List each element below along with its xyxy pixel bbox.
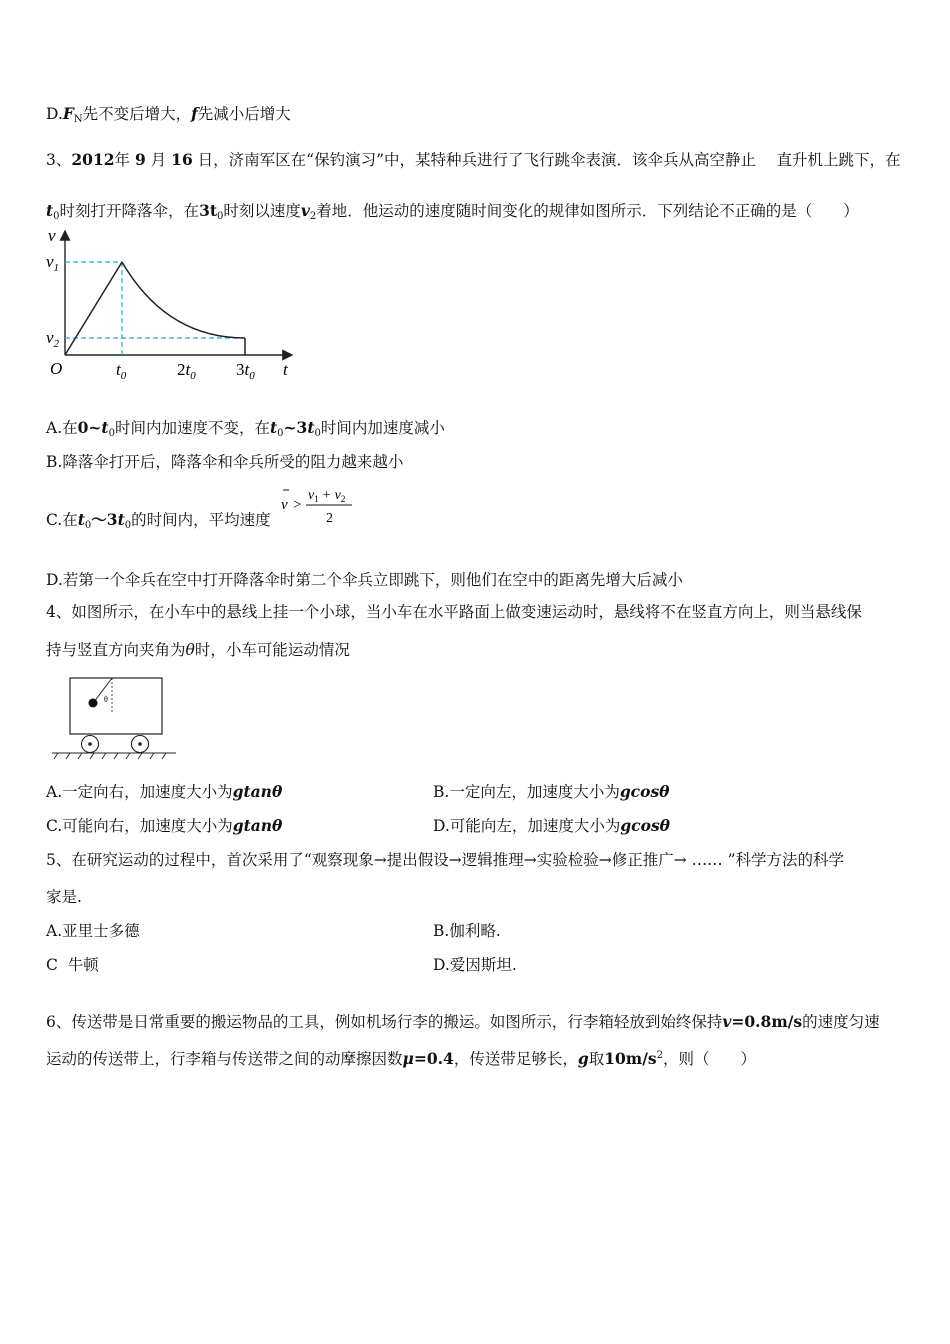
option-letter: A. <box>46 783 63 801</box>
formula: gcosθ <box>619 782 670 801</box>
option-letter: D. <box>433 956 450 974</box>
subscript: 0 <box>277 428 284 439</box>
x-tick-3t0: $3t_0$ <box>236 360 255 382</box>
t-symbol: t <box>46 201 54 220</box>
option-letter: B. <box>46 453 63 471</box>
t-symbol: t <box>101 418 109 437</box>
q3-stem-line2 <box>46 199 859 222</box>
day: 16 <box>171 150 193 169</box>
formula: gcosθ <box>620 816 671 835</box>
month: 9 <box>134 150 146 169</box>
option-letter: D. <box>46 105 63 123</box>
option-letter: A. <box>46 419 63 437</box>
text: 运动的传送带上，行李箱与传送带之间的动摩擦因数 <box>46 1050 403 1068</box>
theta-symbol: θ <box>185 641 195 659</box>
text: 年 <box>114 151 131 169</box>
text: 时间内加速度减小 <box>320 419 445 437</box>
v1-label: $v_1$ <box>46 252 60 274</box>
text: 取 <box>588 1050 605 1068</box>
theta-label: θ <box>104 695 108 704</box>
q5-option-d <box>433 953 517 975</box>
text: 5、在研究运动的过程中，首次采用了“观察现象→提出假设→逻辑推理→实验检验→修正推广→ …… ”科学方法的科学 <box>46 851 845 869</box>
subscript: 0 <box>314 428 321 439</box>
option-text: 可能向右，加速度大小为 <box>62 817 233 835</box>
q3-option-a <box>46 416 445 439</box>
option-letter: B. <box>433 922 450 940</box>
x-tick-2t0: $2t_0$ <box>177 360 196 382</box>
ground-hatching <box>54 753 166 759</box>
q3-option-c <box>46 508 271 531</box>
string <box>94 678 112 702</box>
option-text: 先不变后增大， <box>82 105 192 123</box>
value: =0.8m/s <box>731 1012 803 1031</box>
text: 在 <box>62 511 78 529</box>
denominator: 2 <box>326 511 333 526</box>
formula: gtanθ <box>232 816 283 835</box>
ball <box>89 699 98 708</box>
accel-segment <box>65 262 122 355</box>
option-text: 爱因斯坦. <box>449 956 517 974</box>
formula: gtanθ <box>232 782 283 801</box>
option-letter: C <box>46 956 58 974</box>
g-symbol: g <box>577 1049 589 1068</box>
option-text: 先减小后增大 <box>197 105 291 123</box>
option-letter: C. <box>46 511 63 529</box>
q4-option-d <box>433 814 670 836</box>
subscript: 0 <box>124 520 132 531</box>
fn-symbol: F <box>62 104 74 123</box>
option-text: 牛顿 <box>67 956 99 974</box>
average-velocity-formula <box>276 484 366 530</box>
option-letter: C. <box>46 817 63 835</box>
option-letter: D. <box>46 571 63 589</box>
text: 4、如图所示，在小车中的悬线上挂一个小球，当小车在水平路面上做变速运动时，悬线将不在竖直方向上，则当悬线保 <box>46 603 862 621</box>
value: =0.4 <box>413 1049 454 1068</box>
t-symbol: t <box>117 510 125 529</box>
q3-option-b <box>46 450 403 472</box>
text: 时刻打开降落伞，在 <box>59 202 200 220</box>
decel-curve <box>122 262 245 338</box>
q4-stem-line2 <box>46 638 350 660</box>
q4-option-a <box>46 780 282 802</box>
option-letter: A. <box>46 922 63 940</box>
t-symbol: t <box>269 418 278 437</box>
q5-option-a <box>46 919 140 941</box>
q2-option-d <box>46 102 291 125</box>
3t-symbol: 3t <box>199 201 218 220</box>
option-text: 降落伞打开后，降落伞和伞兵所受的阻力越来越小 <box>62 453 404 471</box>
text: 时刻以速度 <box>223 202 301 220</box>
text: ～3 <box>91 510 118 529</box>
text: ~3 <box>283 418 308 437</box>
text: ，传送带足够长， <box>453 1050 578 1068</box>
cart-body <box>70 678 162 734</box>
option-text: 若第一个伞兵在空中打开降落伞时第二个伞兵立即跳下，则他们在空中的距离先增大后减小 <box>62 571 683 589</box>
x-axis-label: t <box>283 360 288 379</box>
mu-symbol: μ <box>402 1049 414 1068</box>
origin-label: O <box>50 359 63 378</box>
subscript: 0 <box>217 211 224 222</box>
text: 持与竖直方向夹角为 <box>46 641 186 659</box>
option-letter: D. <box>433 817 450 835</box>
text: 0~ <box>77 418 102 437</box>
year: 2012 <box>71 150 115 169</box>
text: 时间内加速度不变，在 <box>114 419 270 437</box>
subscript: 0 <box>84 520 92 531</box>
question-number: 3、 <box>46 151 72 169</box>
q5-option-c <box>46 953 99 975</box>
q3-stem-line1 <box>46 148 900 170</box>
subscript: 2 <box>309 211 317 222</box>
subscript: 0 <box>108 428 115 439</box>
q3-option-d <box>46 568 683 590</box>
q6-stem-line2 <box>46 1047 756 1069</box>
q4-option-c <box>46 814 282 836</box>
numerator: $v_1 + v_2$ <box>308 488 346 504</box>
cart-pendulum-figure <box>48 672 183 764</box>
text: 6、传送带是日常重要的搬运物品的工具，例如机场行李的搬运。如图所示，行李箱轻放到始终保持 <box>46 1013 723 1031</box>
q5-option-b <box>433 919 501 941</box>
option-text: 一定向左，加速度大小为 <box>449 783 620 801</box>
option-text: 一定向右，加速度大小为 <box>62 783 233 801</box>
text: ，则（ ） <box>662 1050 756 1068</box>
greater-than: > <box>293 497 302 513</box>
q4-stem-line1 <box>46 600 862 622</box>
q4-option-b <box>433 780 670 802</box>
text: 着地．他运动的速度随时间变化的规律如图所示．下列结论不正确的是（ ） <box>316 202 859 220</box>
q5-stem-line1 <box>46 848 844 870</box>
text: 的时间内，平均速度 <box>131 511 271 529</box>
text: 的速度匀速 <box>802 1013 880 1031</box>
text: 日，济南军区在“保钓演习”中，某特种兵进行了飞行跳伞表演．该伞兵从高空静止 <box>197 151 757 169</box>
text: 时，小车可能运动情况 <box>194 641 350 659</box>
option-text: 可能向左，加速度大小为 <box>449 817 621 835</box>
value: 10m/s <box>604 1049 657 1068</box>
q6-stem-line1 <box>46 1010 880 1032</box>
subscript: 0 <box>53 211 60 222</box>
t-symbol: t <box>77 510 85 529</box>
f-symbol: f <box>191 104 198 123</box>
option-text: 亚里士多德 <box>62 922 140 940</box>
velocity-time-graph <box>40 225 310 385</box>
text: 直升机上跳下，在 <box>776 151 901 169</box>
option-letter: B. <box>433 783 450 801</box>
superscript: 2 <box>656 1050 663 1061</box>
v-symbol: v <box>722 1012 732 1031</box>
v-bar: v <box>281 497 288 513</box>
option-text: 伽利略. <box>449 922 501 940</box>
v2-label: $v_2$ <box>46 328 60 350</box>
t-symbol: t <box>307 418 315 437</box>
text: 家是. <box>46 888 82 906</box>
q5-stem-line2 <box>46 885 82 907</box>
x-tick-t0: $t_0$ <box>116 360 127 382</box>
text: 月 <box>150 151 167 169</box>
fn-subscript: N <box>73 114 83 125</box>
text: 在 <box>62 419 78 437</box>
v-symbol: v <box>300 201 310 220</box>
y-axis-label: v <box>48 226 56 245</box>
